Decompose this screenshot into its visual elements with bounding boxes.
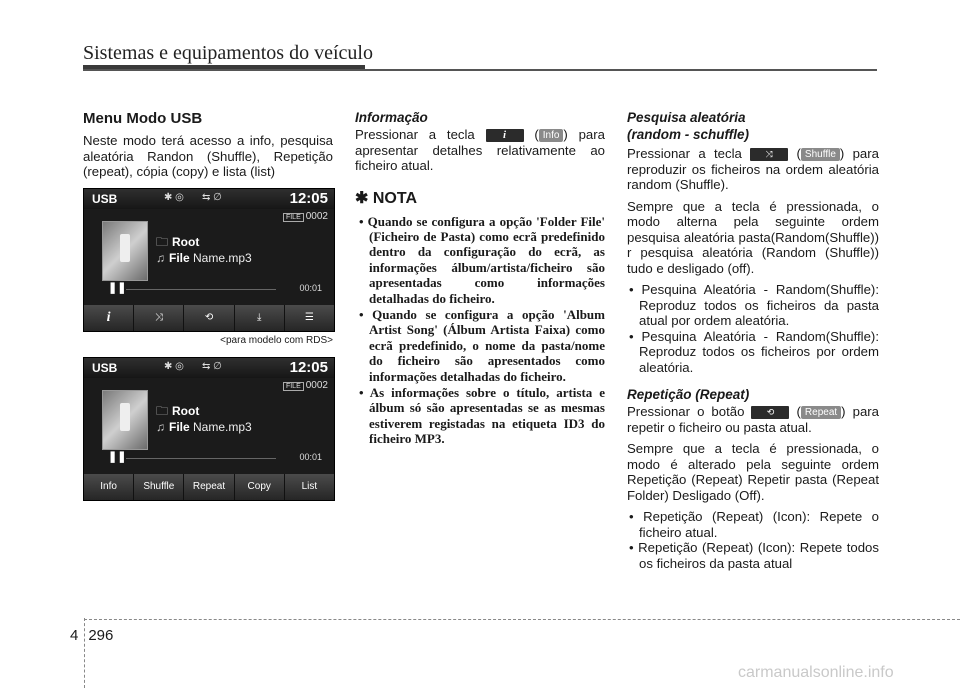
file-num: 0002 — [305, 211, 328, 222]
screen-source: USB — [92, 192, 118, 206]
shuffle-item: • Pesquina Aleatória - Random(Shuffle): Reproduz todos os ficheiros da pasta atual por ordem aleatória. — [629, 282, 879, 328]
info-text-a: Pressionar a tecla — [355, 127, 475, 142]
info-text-b: para apresentar detalhes relativamente ao ficheiro atual. — [355, 127, 605, 173]
nota-star-icon: ✱ — [355, 189, 369, 207]
screen-caption: <para modelo com RDS> — [220, 335, 333, 346]
nota-item: • Quando se configura a opção 'Album Artist Song' (Álbum Artista Faixa) como ecrã predefinido, o nome da pasta/nome do ficheiro são apresentados como informações detalhadas do ficheiro. — [359, 306, 605, 384]
info-label-badge: Info — [539, 129, 564, 142]
shuffle-icon[interactable]: ⤨ — [134, 305, 184, 331]
usb-menu-heading: Menu Modo USB — [83, 110, 203, 127]
column-usb-menu — [83, 110, 333, 186]
repeat-item: • Repetição (Repeat) (Icon): Repete todos os ficheiros da pasta atual — [629, 540, 879, 571]
nota-item: • Quando se configura a opção 'Folder File' (Ficheiro de Pasta) como ecrã predefinido dentro da configuração do ecrã, as informações álbum/artista/ficheiro são apresentadas como informações detalhadas do ficheiro. — [359, 213, 605, 306]
usb-device-art — [102, 390, 148, 450]
folder-name: Root — [172, 235, 200, 249]
folder-name: Root — [172, 404, 200, 418]
column-info — [355, 110, 605, 448]
shuffle-text-a: Pressionar a tecla — [627, 146, 742, 161]
shuffle-button[interactable]: Shuffle — [134, 474, 184, 500]
header-title: Sistemas e equipamentos do veículo — [83, 42, 373, 64]
nota-label: NOTA — [372, 189, 417, 207]
file-label: File — [169, 251, 190, 265]
usb-screen-text — [83, 357, 335, 501]
file-name: Name.mp3 — [193, 420, 252, 434]
info-paragraph: Pressionar a tecla i ( Info ) para apresentar detalhes relativamente ao ficheiro atual. — [355, 127, 605, 173]
repeat-heading: Repetição (Repeat) — [627, 387, 750, 402]
file-tag: FILE — [283, 213, 304, 222]
music-note-icon: ♫ — [156, 420, 165, 434]
repeat-item: • Repetição (Repeat) (Icon): Repete o ficheiro atual. — [629, 509, 879, 540]
file-tag: FILE — [283, 382, 304, 391]
usb-device-art — [102, 221, 148, 281]
nota-heading — [355, 188, 605, 208]
shuffle-heading-2: (random - schuffle) — [627, 127, 750, 142]
info-icon[interactable]: i — [84, 305, 134, 331]
text-button-bar — [84, 474, 334, 500]
shuffle-heading-1: Pesquisa aleatória — [627, 110, 746, 125]
info-heading: Informação — [355, 110, 428, 125]
repeat-list — [627, 509, 879, 571]
column-shuffle-repeat — [627, 110, 879, 577]
folder-icon: 🗀 — [156, 235, 169, 249]
nota-item: • As informações sobre o título, artista e álbum só são apresentadas se as mesmas estiverem registadas na etiqueta ID3 do ficheiro MP3. — [359, 384, 605, 447]
screen-file-number — [283, 380, 328, 391]
play-time: 00:01 — [299, 283, 322, 293]
shuffle-paragraph: Sempre que a tecla é pressionada, o modo alterna pela seguinte ordem pesquisa aleatória pasta(Random(Shuffle)) r pesquisa aleatória (Random (Shuffle)) tudo e desligado (off). — [627, 198, 879, 276]
repeat-label-badge: Repeat — [801, 406, 841, 419]
watermark: carmanualsonline.info — [738, 664, 894, 681]
usb-icon: ⇆ ∅ — [202, 361, 222, 372]
music-note-icon: ♫ — [156, 251, 165, 265]
screen-clock: 12:05 — [289, 190, 328, 207]
pause-icon[interactable]: ❚❚ — [108, 451, 127, 463]
chapter-number: 4 — [70, 627, 79, 644]
repeat-icon: ⟲ — [751, 406, 789, 419]
shuffle-label-badge: Shuffle — [801, 148, 840, 161]
bluetooth-icon: ✱ ◎ — [164, 192, 184, 203]
pause-icon[interactable]: ❚❚ — [108, 282, 127, 294]
screen-file-number — [283, 211, 328, 222]
usb-menu-paragraph: Neste modo terá acesso a info, pesquisa aleatória Randon (Shuffle), Repetição (repeat), cópia (copy) e lista (list) — [83, 133, 333, 179]
bluetooth-icon: ✱ ◎ — [164, 361, 184, 372]
play-time: 00:01 — [299, 452, 322, 462]
copy-button[interactable]: Copy — [235, 474, 285, 500]
list-icon[interactable]: ☰ — [285, 305, 334, 331]
file-row — [156, 420, 252, 434]
footer-rule — [84, 619, 960, 620]
usb-icon: ⇆ ∅ — [202, 192, 222, 203]
screen-source: USB — [92, 361, 118, 375]
shuffle-item: • Pesquina Aleatória - Random(Shuffle): Reproduz todos os ficheiros por ordem aleatória. — [629, 328, 879, 375]
file-label: File — [169, 420, 190, 434]
repeat-icon[interactable]: ⟲ — [184, 305, 234, 331]
file-num: 0002 — [305, 380, 328, 391]
nota-list — [355, 214, 605, 447]
page-number-value: 296 — [88, 627, 114, 644]
folder-icon: 🗀 — [156, 404, 169, 418]
page-number — [70, 627, 113, 644]
repeat-paragraph: Sempre que a tecla é pressionada, o modo é alterado pela seguinte ordem Repetição (Repeat) Repetir pasta (Repeat Folder) Desligado (Off). — [627, 441, 879, 503]
file-name: Name.mp3 — [193, 251, 252, 265]
shuffle-text-b: para reproduzir os ficheiros na ordem aleatória random (Shuffle). — [627, 146, 879, 192]
usb-screen-icons — [83, 188, 335, 332]
repeat-intro: Pressionar o botão ⟲ ( Repeat ) para repetir o ficheiro ou pasta atual. — [627, 404, 880, 435]
shuffle-intro: Pressionar a tecla ⤨ ( Shuffle ) para reproduzir os ficheiros na ordem aleatória random (Shuffle). — [627, 146, 879, 192]
file-row — [156, 251, 252, 265]
info-icon: i — [486, 129, 524, 142]
progress-track[interactable] — [126, 289, 276, 290]
info-button[interactable]: Info — [84, 474, 134, 500]
repeat-text-a: Pressionar o botão — [627, 404, 745, 419]
list-button[interactable]: List — [285, 474, 334, 500]
repeat-text-b: para repetir o ficheiro ou pasta atual. — [627, 404, 880, 435]
shuffle-list — [627, 282, 879, 375]
screen-clock: 12:05 — [289, 359, 328, 376]
shuffle-icon: ⤨ — [750, 148, 788, 161]
progress-track[interactable] — [126, 458, 276, 459]
header-rule — [83, 69, 877, 71]
icon-button-bar — [84, 305, 334, 331]
repeat-button[interactable]: Repeat — [184, 474, 234, 500]
copy-icon[interactable]: ⤓ — [235, 305, 285, 331]
